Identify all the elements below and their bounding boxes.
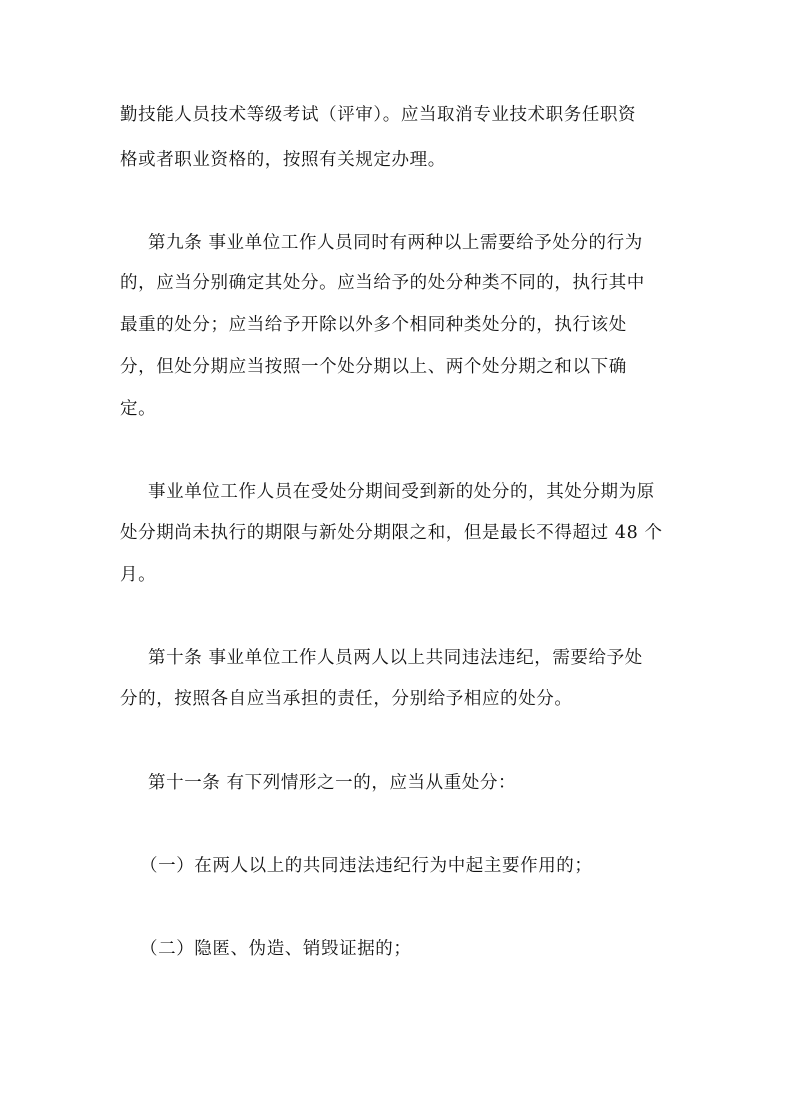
paragraph-3-line-1: 事业单位工作人员在受处分期间受到新的处分的，其处分期为原 (148, 482, 655, 502)
article-9-line-1: 第九条 事业单位工作人员同时有两种以上需要给予处分的行为 (148, 233, 643, 253)
list-item-2: （二）隐匿、伪造、销毁证据的； (140, 939, 412, 959)
paragraph-3-line-3: 月。 (120, 565, 157, 585)
article-9-line-4: 分，但处分期应当按照一个处分期以上、两个处分期之和以下确 (120, 357, 627, 377)
paragraph-1-line-1: 勤技能人员技术等级考试（评审）。应当取消专业技术职务任职资 (120, 105, 637, 125)
article-10-line-2: 分的，按照各自应当承担的责任，分别给予相应的处分。 (120, 689, 573, 709)
article-10-line-1: 第十条 事业单位工作人员两人以上共同违法违纪，需要给予处 (148, 648, 643, 668)
article-9-line-3: 最重的处分；应当给予开除以外多个相同种类处分的，执行该处 (120, 315, 627, 335)
paragraph-3-line-2: 处分期尚未执行的期限与新处分期限之和，但是最长不得超过 48 个 (120, 523, 663, 543)
article-9-line-2: 的，应当分别确定其处分。应当给予的处分种类不同的，执行其中 (120, 273, 645, 293)
list-item-1: （一）在两人以上的共同违法违纪行为中起主要作用的； (140, 856, 593, 876)
article-11-line-1: 第十一条 有下列情形之一的，应当从重处分： (148, 773, 517, 793)
article-9-line-5: 定。 (120, 399, 157, 419)
paragraph-1-line-2: 格或者职业资格的，按照有关规定办理。 (120, 150, 446, 170)
